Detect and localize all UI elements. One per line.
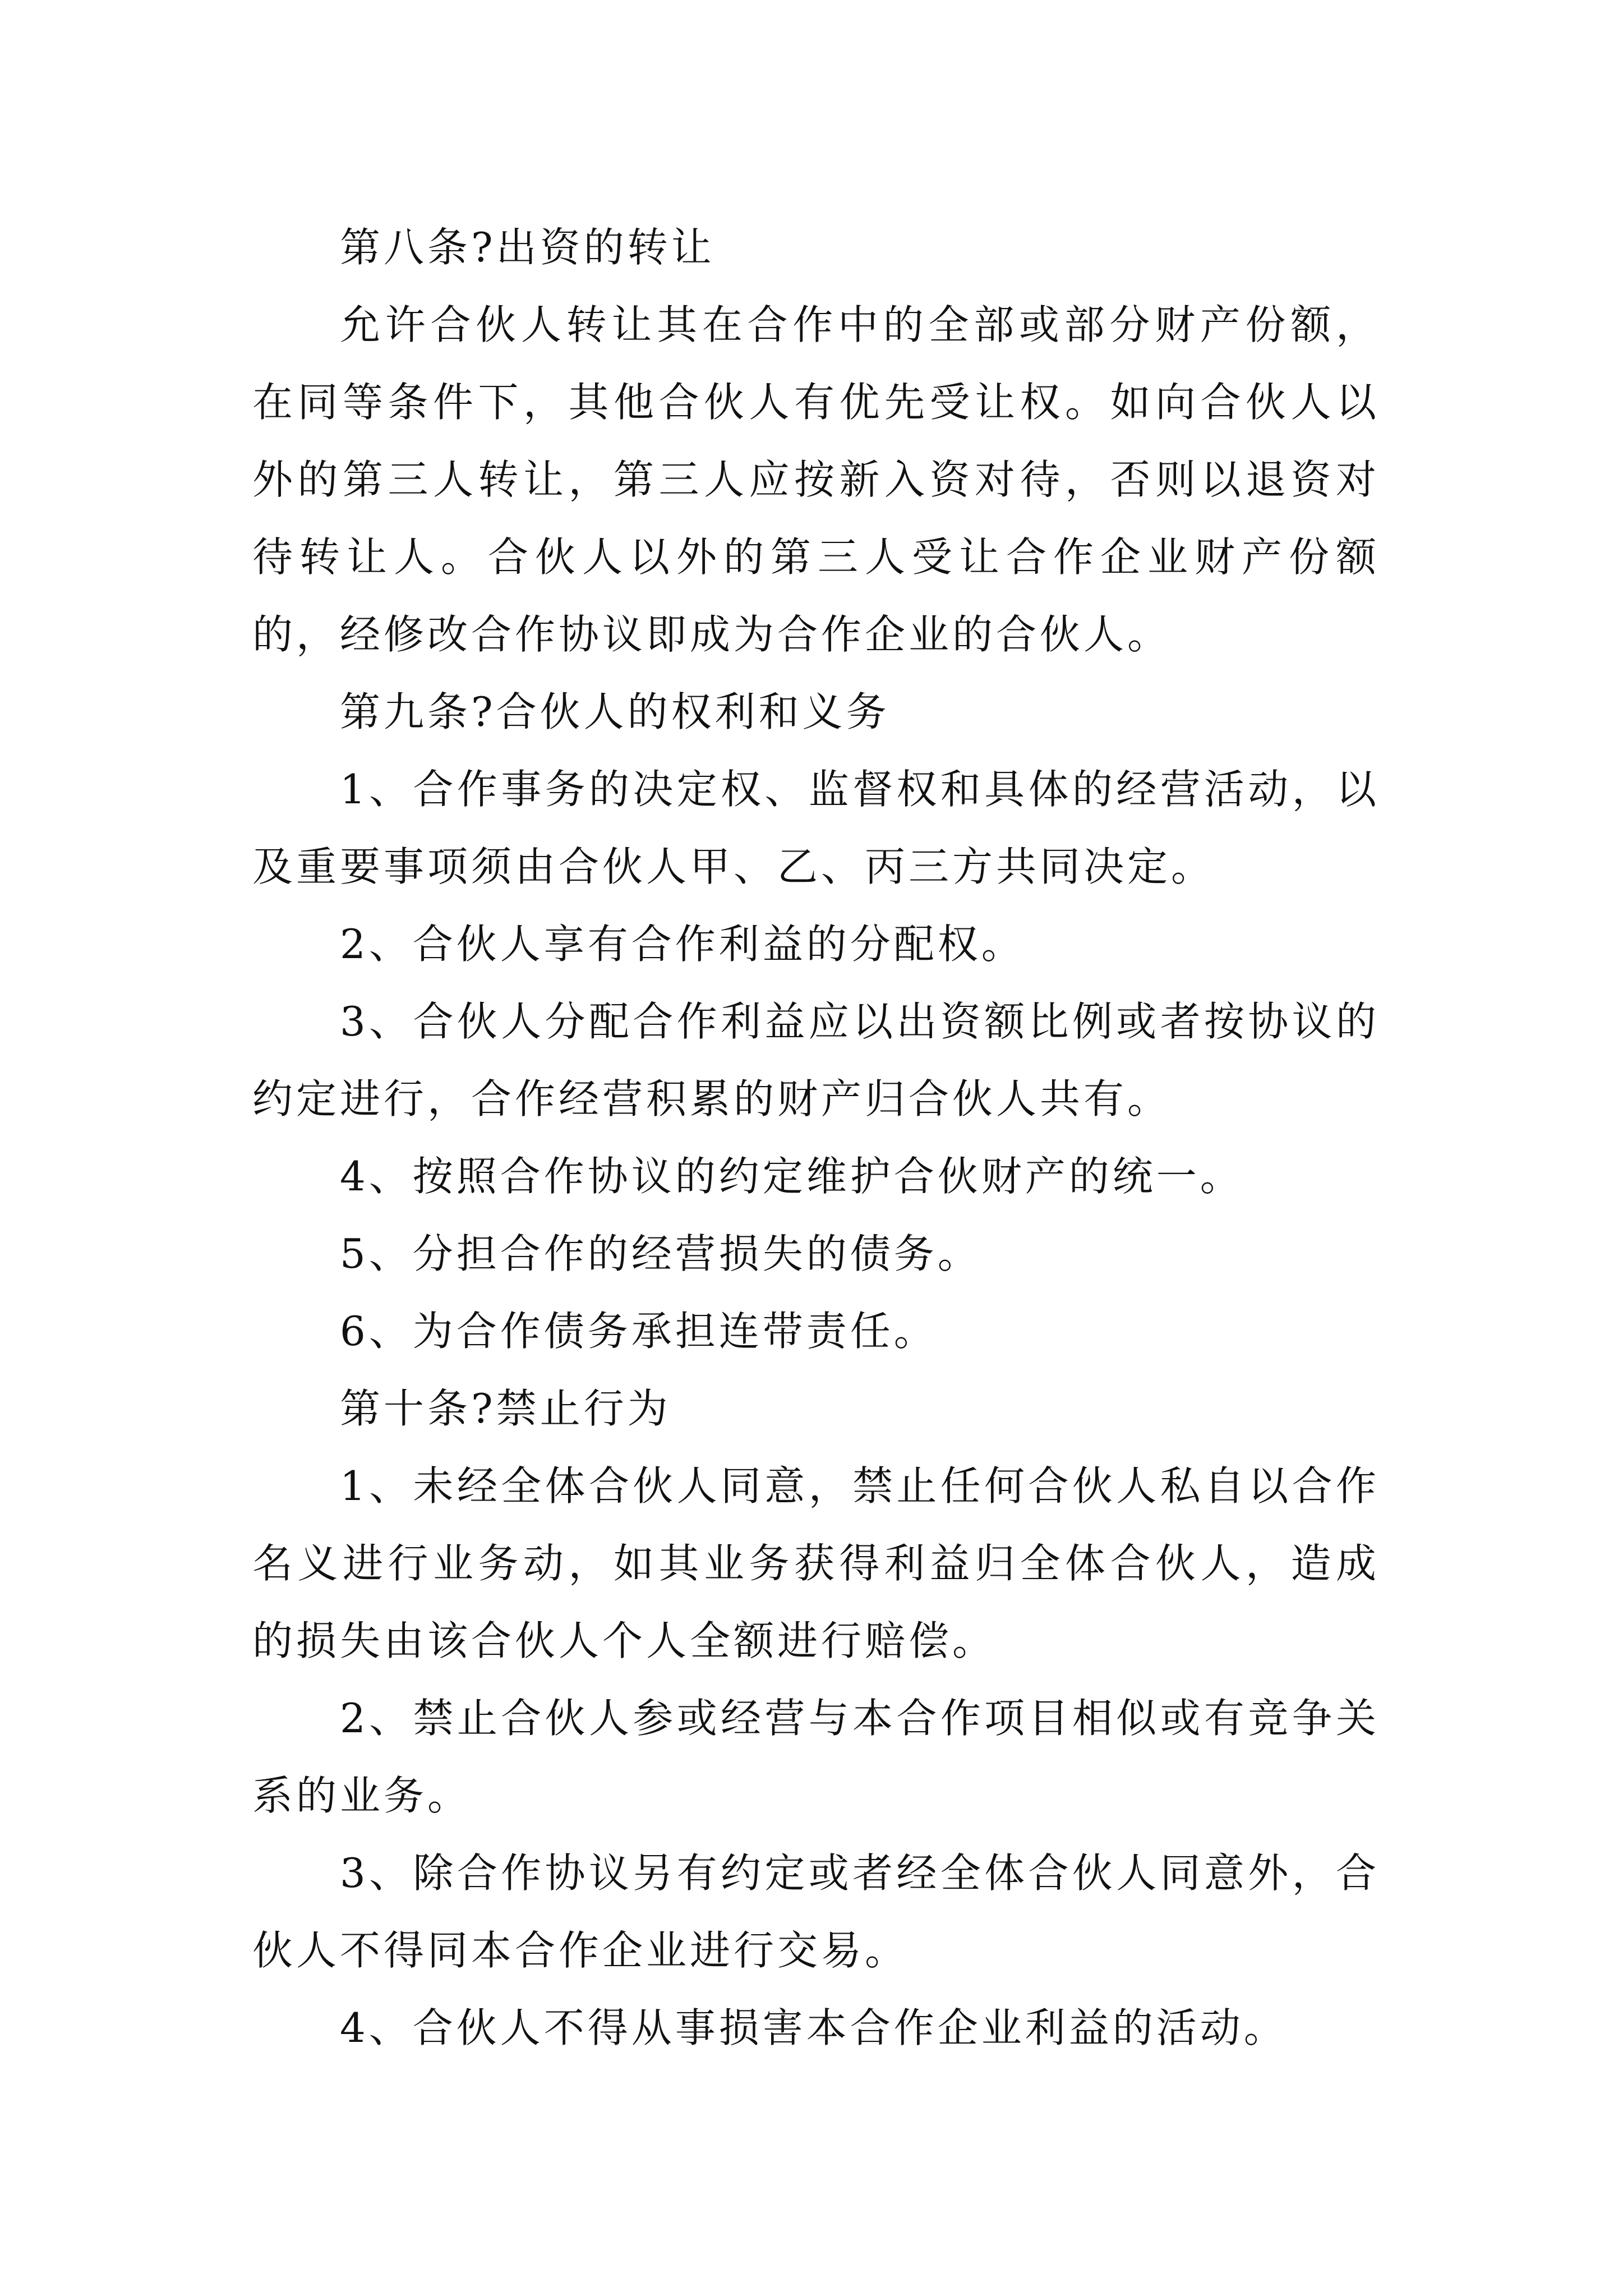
article-9-item-6: 6、为合作债务承担连带责任。 [340, 1308, 938, 1355]
article-10-heading: 第十条?禁止行为 [340, 1385, 671, 1432]
article-10-item-3: 3、除合作协议另有约定或者经全体合伙人同意外，合伙人不得同本合作企业进行交易。 [252, 1849, 1380, 1974]
article-9-item-2: 2、合伙人享有合作利益的分配权。 [340, 921, 1025, 968]
article-9-item-4: 4、按照合作协议的约定维护合伙财产的统一。 [340, 1153, 1244, 1200]
article-9-item-1: 1、合作事务的决定权、监督权和具体的经营活动，以及重要事项须由合伙人甲、乙、丙三方共同决定。 [252, 766, 1380, 890]
document-body [252, 209, 1380, 2067]
article-10-item-1: 1、未经全体合伙人同意，禁止任何合伙人私自以合作名义进行业务动，如其业务获得利益归全体合伙人，造成的损失由该合伙人个人全额进行赔偿。 [252, 1462, 1380, 1664]
article-10-item-2: 2、禁止合伙人参或经营与本合作项目相似或有竞争关系的业务。 [252, 1695, 1380, 1819]
article-8-paragraph: 允许合伙人转让其在合作中的全部或部分财产份额，在同等条件下，其他合伙人有优先受让权。如向合伙人以外的第三人转让，第三人应按新入资对待，否则以退资对待转让人。合伙人以外的第三人受让合作企业财产份额的，经修改合作协议即成为合作企业的合伙人。 [252, 301, 1380, 658]
article-10-item-4: 4、合伙人不得从事损害本合作企业利益的活动。 [340, 2004, 1288, 2051]
article-9-item-3: 3、合伙人分配合作利益应以出资额比例或者按协议的约定进行，合作经营积累的财产归合伙人共有。 [252, 998, 1380, 1122]
article-9-item-5: 5、分担合作的经营损失的债务。 [340, 1230, 981, 1277]
article-8-heading: 第八条?出资的转让 [340, 224, 715, 271]
article-9-heading: 第九条?合伙人的权利和义务 [340, 688, 890, 735]
